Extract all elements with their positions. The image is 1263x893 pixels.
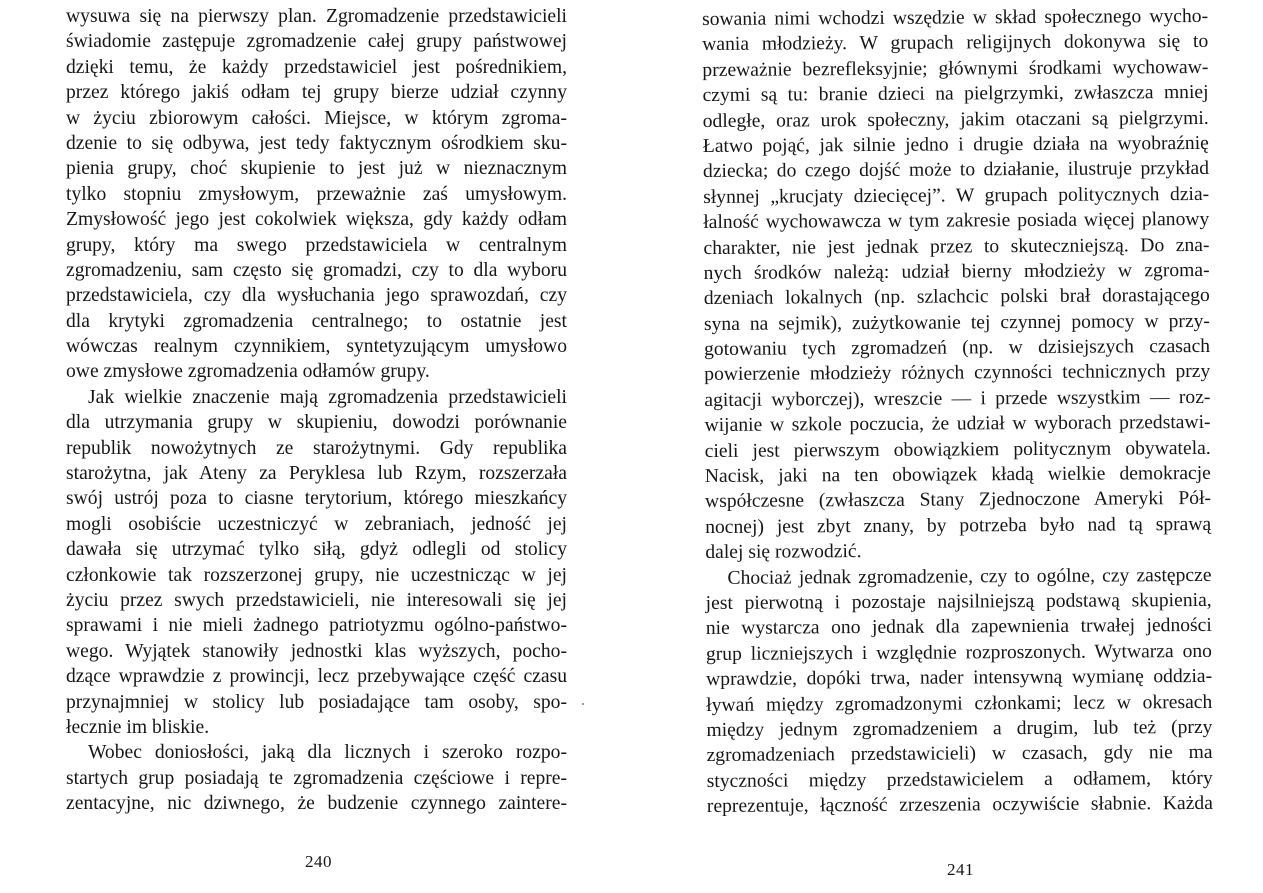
text-line: mogli osobiście uczestniczyć w zebraniach, jedność jej bbox=[66, 513, 567, 535]
text-line: Zmysłowość jego jest cokolwiek większa, gdy każdy odłam bbox=[66, 209, 567, 231]
text-line: zentacyjne, nic dziwnego, że budzenie czynnego zaintere- bbox=[66, 793, 567, 815]
text-line: łalność wychowawcza w tym zakresie posiada więcej planowy bbox=[703, 209, 1210, 234]
page-number-left: 240 bbox=[305, 852, 332, 871]
text-line: wówczas realnym czynnikiem, syntetyzującym umysłowo bbox=[66, 336, 567, 358]
text-line: nocnej) jest zbyt znany, by potrzeba było nad tą sprawą bbox=[705, 513, 1212, 538]
text-line: jest pierwotną i pozostaje najsilniejszą podstawą skupienia, bbox=[705, 589, 1212, 614]
text-line: dzeniach lokalnych (np. szlachcic polski brał dorastającego bbox=[703, 285, 1210, 310]
text-line: współczesne (zwłaszcza Stany Zjednoczone Ameryki Pół- bbox=[704, 488, 1212, 513]
text-line: wego. Wyjątek stanowiły jednostki klas wyższych, pocho- bbox=[66, 640, 567, 662]
right-page-text bbox=[702, 4, 1213, 820]
text-line: styczności między przedstawicielem a odłamem, który bbox=[706, 767, 1213, 792]
left-page bbox=[66, 0, 567, 893]
text-line: przez którego jakiś odłam tej grupy bierze udział czynny bbox=[66, 82, 567, 104]
text-line: słynnej „krucjaty dziecięcej”. W grupach politycznych dzia- bbox=[703, 183, 1210, 208]
text-line: powierzenie młodzieży różnych czynności technicznych przy bbox=[704, 361, 1211, 386]
text-line: zgromadzeniu, sam często się gromadzi, czy to dla wyboru bbox=[66, 259, 567, 281]
text-line: sowania nimi wchodzi wszędzie w skład społecznego wycho- bbox=[702, 5, 1209, 30]
text-line: grup liczniejszych i względnie rozproszonych. Wytwarza ono bbox=[705, 640, 1213, 665]
text-line: starożytna, jak Ateny za Peryklesa lub Rzym, rozszerzała bbox=[66, 463, 567, 485]
text-line: cieli jest pierwszym obowiązkiem politycznym obywatela. bbox=[704, 437, 1211, 462]
text-line: Łatwo pojąć, jak silnie jedno i drugie działa na wyobraźnię bbox=[702, 132, 1209, 157]
text-line: przynajmniej w stolicy lub posiadające tam osoby, spo- bbox=[66, 691, 567, 713]
text-line: owe zmysłowe zgromadzenia odłamów grupy. bbox=[66, 361, 430, 383]
text-line: dla utrzymania grupy w skupieniu, dowodzi porównanie bbox=[66, 412, 567, 434]
text-line: przeważnie bezrefleksyjnie; głównymi środkami wychowaw- bbox=[702, 56, 1209, 81]
text-line: dziecka; do czego dojść może to działanie, ilustruje przykład bbox=[702, 158, 1210, 183]
text-line: grupy, który ma swego przedstawiciela w centralnym bbox=[66, 234, 567, 256]
text-line: startych grup posiadają te zgromadzenia częściowe i repre- bbox=[66, 767, 567, 789]
text-line: łecznie im bliskie. bbox=[66, 716, 210, 738]
text-line: gotowaniu tych zgromadzeń (np. w dzisiejszych czasach bbox=[704, 335, 1211, 361]
text-line: dzące wprawdzie z prowincji, lecz przebywające część czasu bbox=[66, 666, 567, 688]
left-page-text bbox=[66, 4, 567, 817]
text-line: dzenie to się odbywa, jest tedy faktycznym ośrodkiem sku- bbox=[66, 132, 567, 154]
text-line: nych środków należą: udział bierny młodzieży w zgroma- bbox=[703, 259, 1210, 284]
gutter-mark bbox=[582, 703, 584, 705]
text-line: syna na sejmik), zużytkowanie tej czynnej pomocy w przy- bbox=[703, 310, 1210, 335]
text-line: nie wystarcza ono jednak dla zapewnienia trwałej jedności bbox=[705, 615, 1212, 640]
text-line: odległe, oraz urok społeczny, jakim otaczani są pielgrzymi. bbox=[702, 107, 1209, 132]
text-line: Wobec doniosłości, jaką dla licznych i szeroko rozpo- bbox=[88, 742, 567, 764]
text-line: wania młodzieży. W grupach religijnych dokonywa się to bbox=[702, 31, 1209, 56]
text-line: świadomie zastępuje zgromadzenie całej grupy państwowej bbox=[66, 31, 567, 53]
text-line: tylko stopniu zmysłowym, przeważnie zaś umysłowym. bbox=[66, 183, 567, 205]
text-line: republik nowożytnych ze starożytnymi. Gdy republika bbox=[66, 437, 567, 459]
text-line: przedstawiciela, czy dla wysłuchania jego sprawozdań, czy bbox=[66, 285, 567, 307]
text-line: agitacji wyborczej), wreszcie — i przede wszystkim — roz- bbox=[704, 386, 1211, 411]
text-line: charakter, nie jest jednak przez to skuteczniejszą. Do zna- bbox=[703, 234, 1210, 259]
text-line: w życiu zbiorowym całości. Miejsce, w którym zgroma- bbox=[66, 107, 567, 129]
page-number-right: 241 bbox=[947, 860, 974, 879]
text-line: dawała się utrzymać tylko siłą, gdyż odlegli od stolicy bbox=[66, 539, 567, 561]
text-line: Nacisk, jaki na ten obowiązek kładą wielkie demokracje bbox=[704, 462, 1211, 488]
text-line: wprawdzie, dopóki trwa, nader intensywną wymianę oddzia- bbox=[706, 666, 1213, 691]
text-line: zgromadzeniach przedstawicieli) w czasach, gdy nie ma bbox=[706, 742, 1213, 767]
text-line: wysuwa się na pierwszy plan. Zgromadzenie przedstawicieli bbox=[66, 6, 567, 27]
text-line: pienia grupy, choć skupienie to jest już w nieznacznym bbox=[66, 158, 567, 180]
text-line: Chociaż jednak zgromadzenie, czy to ogólne, czy zastępcze bbox=[727, 564, 1212, 589]
text-line: dla krytyki zgromadzenia centralnego; to ostatnie jest bbox=[66, 310, 567, 332]
right-page bbox=[702, 0, 1213, 893]
text-line: czymi są tu: branie dzieci na pielgrzymki, zwłaszcza mniej bbox=[702, 82, 1209, 107]
text-line: między jednym zgromadzeniem a drugim, lub też (przy bbox=[706, 716, 1213, 741]
text-line: członkowie tak rozszerzonej grupy, nie uczestnicząc w jej bbox=[66, 564, 567, 586]
text-line: Jak wielkie znaczenie mają zgromadzenia przedstawicieli bbox=[88, 386, 567, 408]
text-line: reprezentuje, łączność zrzeszenia oczywiście słabnie. Każda bbox=[706, 793, 1213, 818]
text-line: wijanie w szkole poczucia, że udział w wyborach przedstawi- bbox=[704, 412, 1211, 437]
text-line: dzięki temu, że każdy przedstawiciel jest pośrednikiem, bbox=[66, 56, 567, 78]
text-line: swój ustrój poza to ciasne terytorium, którego mieszkańcy bbox=[66, 488, 567, 510]
text-line: ływań między zgromadzonymi członkami; lecz w okresach bbox=[706, 691, 1213, 716]
text-line: życiu przez swych przedstawicieli, nie interesowali się jej bbox=[66, 589, 567, 611]
text-line: sprawami i nie mieli żadnego patriotyzmu ogólno-państwo- bbox=[66, 615, 567, 637]
text-line: dalej się rozwodzić. bbox=[705, 541, 862, 564]
